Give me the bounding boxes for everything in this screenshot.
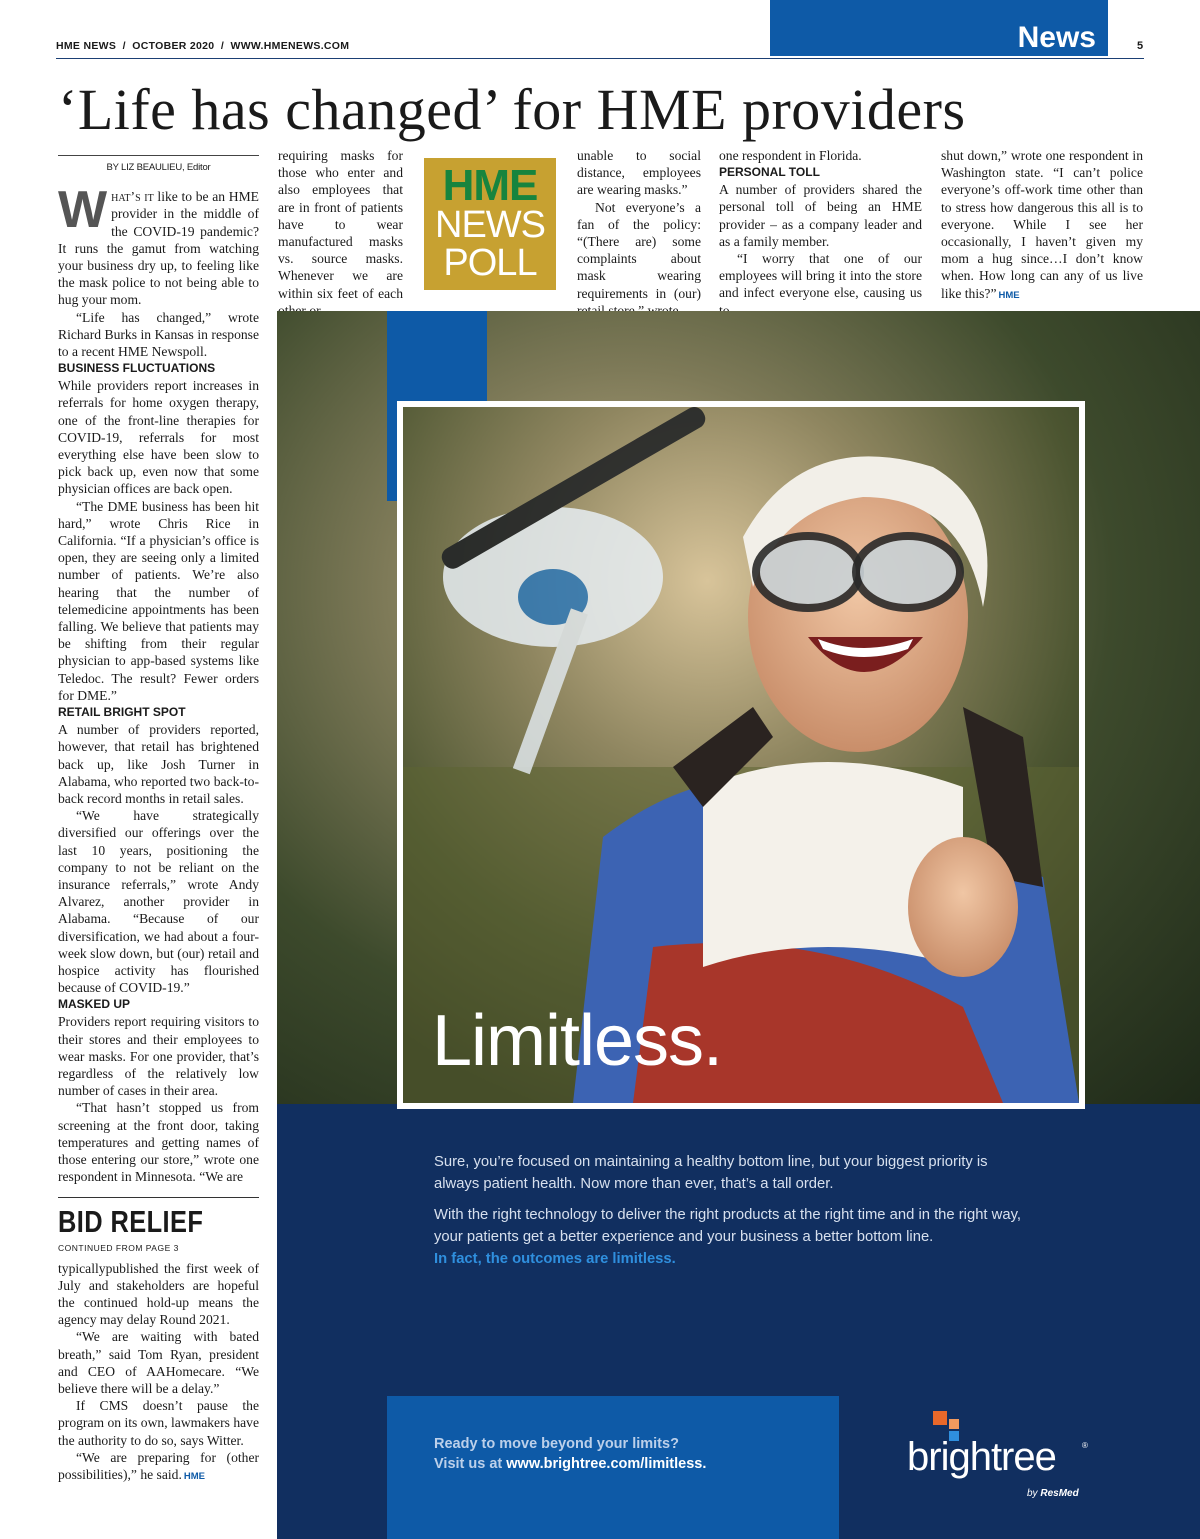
paragraph-text: “We are preparing for (other possibilities),” he said. [58, 1449, 259, 1483]
paragraph: “I worry that one of our employees will bring it into the store and infect everyone else, causing us [719, 251, 922, 301]
paragraph: While providers report increases in referrals for home oxygen therapy, one of the front-line therapies for COVID-19, referrals for most everything else have been slow to pick back up, even now that some physician offices are back open. [58, 378, 259, 497]
masthead-bar [56, 38, 1144, 59]
paragraph [941, 147, 1143, 304]
cta-line-2 [434, 1454, 839, 1474]
brand-parent: ResMed [1040, 1488, 1079, 1499]
byline [58, 155, 259, 176]
paragraph: “That hasn’t stopped us from screening at the front door, taking temperatures and getting names of those entering our store,” wrote one respondent in Minnesota. “We are [58, 1100, 259, 1185]
sidebar-title: BID RELIEF [58, 1204, 204, 1240]
brand-name: brightree [907, 1435, 1056, 1479]
paragraph-text: shut down,” wrote one respondent in Washington state. “I can’t police everyone’s off-work time other than to stress how dangerous this all is to everyone. While I see her occasionally, I haven’t given my mom a hug since…I don’t know when. How long can any of us live like this?” [941, 148, 1143, 301]
ad-call-to-action [387, 1396, 839, 1539]
paragraph: “Life has changed,” wrote Richard Burks in Kansas in response to a recent HME Newspoll. [58, 309, 259, 360]
ad-copy-text: With the right technology to deliver the right products at the right time and in the right way, your patients get a better experience and your business a better bottom line. [434, 1207, 1021, 1245]
paragraph [58, 1449, 259, 1485]
paragraph: “We are waiting with bated breath,” said Tom Ryan, president and CEO of AAHomecare. “We believe there will be a delay.” [58, 1329, 259, 1396]
ad-copy-paragraph [434, 1204, 1034, 1270]
brand-registered-mark: ® [1082, 1441, 1088, 1450]
continued-line: CONTINUED FROM PAGE 3 [58, 1243, 179, 1254]
lead-smallcaps: hat’s it [111, 189, 154, 205]
subhead-masked: MASKED UP [58, 997, 131, 1012]
lead-text: like to be an HME provider in the middle of the COVID-19 pandemic? It runs the gamut from watching your business dry up, to feeling like the mask police to not being able to hug your mom. [58, 189, 259, 308]
sidebar-story [58, 1197, 259, 1485]
ad-copy-highlight: In fact, the outcomes are limitless. [434, 1251, 676, 1267]
article-column-4 [719, 147, 922, 319]
paragraph: unable to social distance, employees are wearing masks.” [577, 148, 701, 198]
paragraph: “We have strategically diversified our offerings over the last 10 years, positioning the company to not be reliant on the insurance referrals,” wrote Andy Alvarez, another provider in Alabama. “Because of our diversification, we had about a four-week slow down, but (our) retail and hospice activity has flourished because of COVID-19.” [58, 808, 259, 996]
article-column-5 [941, 147, 1143, 304]
article-headline: ‘Life has changed’ for HME providers [58, 77, 966, 142]
ad-body-copy [434, 1151, 1034, 1279]
paragraph: Not everyone’s a fan of the policy: “(There are) some complaints about mask wearing requirements in (our) [577, 199, 701, 301]
brightree-logo [907, 1411, 1087, 1501]
end-mark: HME [998, 289, 1020, 301]
subhead-business: BUSINESS FLUCTUATIONS [58, 361, 216, 376]
brand-by-text: by [1027, 1488, 1041, 1499]
drop-cap: W [58, 181, 108, 240]
ad-tagline: Limitless. [432, 1001, 723, 1081]
end-mark: HME [183, 1471, 205, 1483]
article-column-1 [58, 155, 259, 1485]
brightree-advertisement [277, 311, 1200, 1539]
article-column-2 [278, 147, 403, 319]
paragraph: Providers report requiring visitors to their stores and their employees to wear masks. For one provider, that’s regardless of the relatively low number of cases in their area. [58, 1014, 259, 1099]
paragraph: requiring masks for those who enter and also employees that are in front of patients have to wear manufactured masks vs. source masks. Whenever we are within six feet of each [278, 148, 403, 301]
poll-line-3: POLL [443, 242, 537, 284]
cta-prefix: Visit us at [434, 1456, 507, 1472]
ad-copy-paragraph: Sure, you’re focused on maintaining a healthy bottom line, but your biggest priority is always patient health. Now more than ever, that’s a tall order. [434, 1154, 988, 1192]
paragraph: one respondent in Florida. [719, 148, 862, 163]
lead-paragraph [58, 181, 259, 308]
cta-line-1: Ready to move beyond your limits? [434, 1436, 679, 1452]
poll-line-1: HME [442, 161, 538, 210]
poll-line-2: NEWS [435, 204, 545, 246]
paragraph: typicallypublished the first week of July and stakeholders are hopeful the continued hold-up means the agency may delay Round 2021. [58, 1260, 259, 1328]
masthead-text: HME NEWS / OCTOBER 2020 / WWW.HMENEWS.COM [56, 40, 350, 52]
hme-news-poll-badge [424, 158, 556, 290]
article-column-3 [577, 147, 701, 319]
brand-byline [1027, 1488, 1079, 1499]
logo-square-small [949, 1419, 959, 1429]
cta-url-link[interactable]: www.brightree.com/limitless. [506, 1456, 707, 1472]
page-number: 5 [1137, 40, 1144, 52]
section-label: News [1017, 21, 1096, 54]
paragraph: If CMS doesn’t pause the program on its own, lawmakers have the authority to do so, says Witter. [58, 1398, 259, 1448]
paragraph: A number of providers shared the personal toll of being an HME provider – as a company leader and as a family member. [719, 182, 922, 249]
logo-square-orange [933, 1411, 947, 1425]
byline-name: BY LIZ BEAULIEU, [106, 162, 185, 173]
subhead-retail: RETAIL BRIGHT SPOT [58, 705, 186, 720]
subhead-personal: PERSONAL TOLL [719, 165, 820, 180]
paragraph: “The DME business has been hit hard,” wrote Chris Rice in California. “If a physician’s office is open, they are seeing only a limited number of patients. We’re also hearing that the number of telemedicine appointments has been falling. We believe that patients may be shifting from their regular physician to app-based systems like Teledoc. The result? Fewer orders for DME.” [58, 498, 259, 703]
byline-role: Editor [186, 162, 211, 173]
paragraph: A number of providers reported, however, that retail has brightened back up, like Josh Turner in Alabama, who reported two back-to-back record months in retail sales. [58, 722, 259, 806]
